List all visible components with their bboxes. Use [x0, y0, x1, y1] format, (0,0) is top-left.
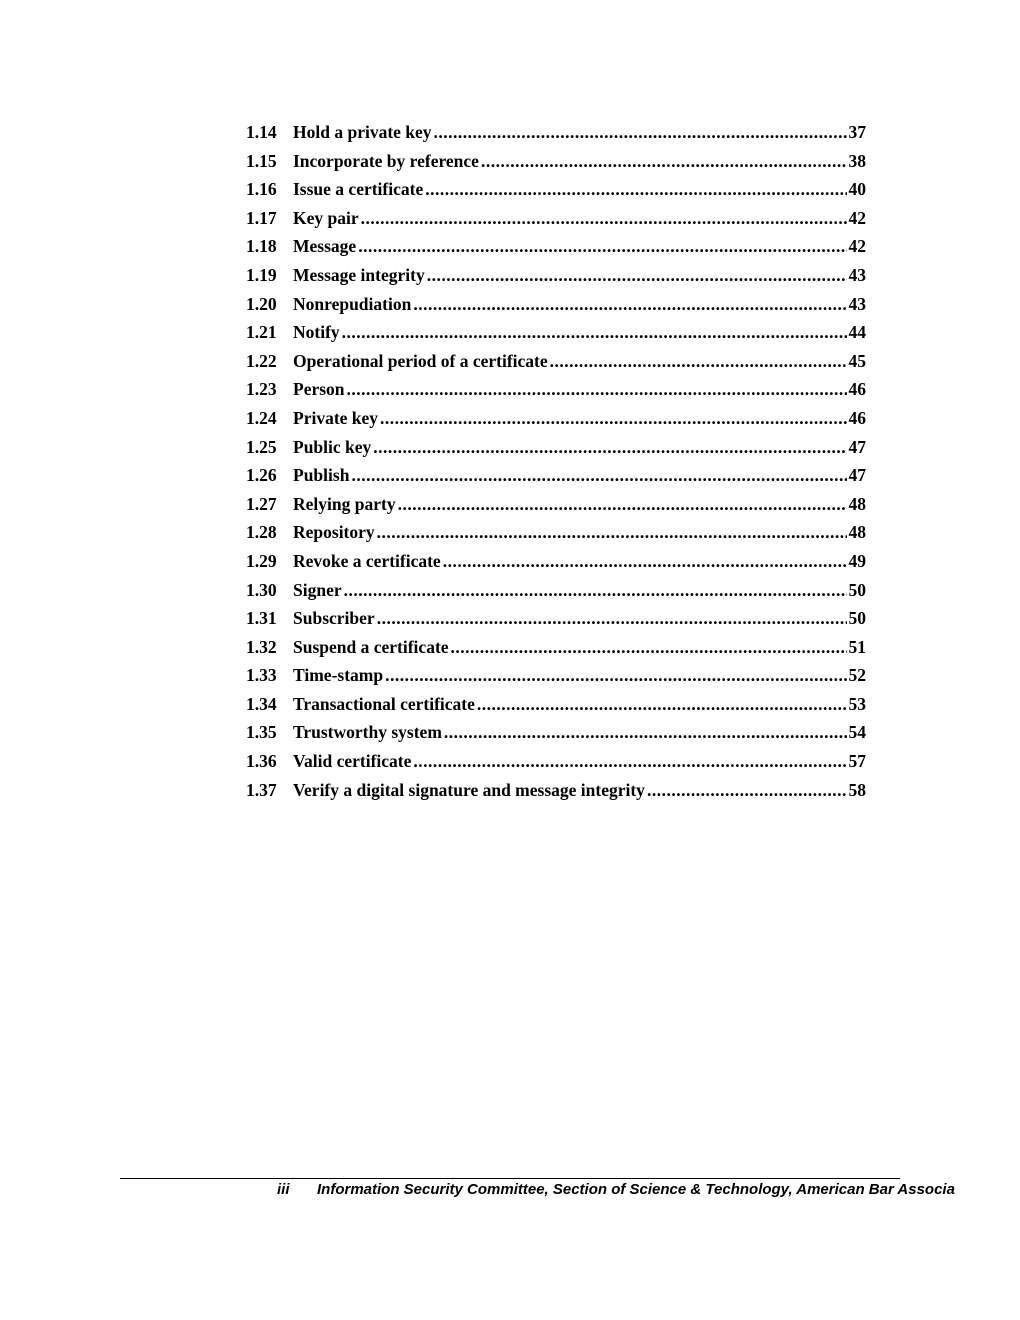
- toc-entry[interactable]: [246, 175, 866, 204]
- toc-entry-title: Verify a digital signature and message integrity: [293, 779, 645, 800]
- toc-entry-title: Private key: [293, 407, 379, 428]
- toc-entry-page: 42: [848, 236, 866, 257]
- toc-entry-number: 1.31: [246, 608, 277, 629]
- toc-entry[interactable]: [246, 204, 866, 233]
- toc-entry[interactable]: [246, 318, 866, 347]
- toc-entry-page: 47: [848, 436, 866, 457]
- toc-entry-page: 45: [848, 350, 866, 371]
- toc-entry-page: 57: [848, 751, 866, 772]
- toc-entry[interactable]: [246, 433, 866, 462]
- toc-entry-number: 1.32: [246, 636, 277, 657]
- toc-dot-leader: [358, 232, 846, 261]
- toc-entry-page: 54: [848, 722, 866, 743]
- toc-entry-title: Time-stamp: [293, 665, 384, 686]
- toc-entry-page: 49: [848, 550, 866, 571]
- toc-entry-page: 46: [848, 407, 866, 428]
- toc-entry[interactable]: [246, 633, 866, 662]
- toc-entry-title: Relying party: [293, 493, 396, 514]
- toc-entry-page: 51: [848, 636, 866, 657]
- toc-entry-number: 1.35: [246, 722, 277, 743]
- toc-entry-title: Subscriber: [293, 608, 375, 629]
- toc-entry-title: Repository: [293, 522, 375, 543]
- toc-entry-title: Hold a private key: [293, 122, 432, 142]
- toc-entry[interactable]: [246, 232, 866, 261]
- toc-entry[interactable]: [246, 690, 866, 719]
- toc-entry-page: 47: [848, 465, 866, 486]
- toc-dot-leader: [361, 204, 847, 233]
- toc-entry[interactable]: [246, 290, 866, 319]
- toc-dot-leader: [377, 518, 847, 547]
- toc-entry[interactable]: [246, 347, 866, 376]
- toc-entry-page: 42: [848, 207, 866, 228]
- toc-dot-leader: [647, 776, 847, 805]
- toc-entry-number: 1.37: [246, 779, 277, 800]
- toc-entry-page: 43: [848, 293, 866, 314]
- toc-entry-title: Suspend a certificate: [293, 636, 449, 657]
- toc-entry-number: 1.26: [246, 465, 277, 486]
- toc-entry[interactable]: [246, 718, 866, 747]
- toc-entry-page: 52: [848, 665, 866, 686]
- toc-entry[interactable]: [246, 261, 866, 290]
- toc-entry-page: 46: [848, 379, 866, 400]
- toc-dot-leader: [398, 490, 847, 519]
- toc-entry-title: Transactional certificate: [293, 693, 475, 714]
- toc-entry-number: 1.30: [246, 579, 277, 600]
- toc-dot-leader: [377, 604, 847, 633]
- toc-entry[interactable]: [246, 661, 866, 690]
- toc-entry-number: 1.23: [246, 379, 277, 400]
- toc-dot-leader: [351, 461, 846, 490]
- toc-entry-number: 1.16: [246, 179, 277, 200]
- toc-entry[interactable]: [246, 747, 866, 776]
- toc-entry-title: Issue a certificate: [293, 179, 424, 200]
- toc-entry[interactable]: [246, 147, 866, 176]
- toc-dot-leader: [385, 661, 846, 690]
- toc-entry-page: 44: [848, 322, 866, 343]
- toc-entry-page: 50: [848, 608, 866, 629]
- toc-entry-page: 48: [848, 493, 866, 514]
- toc-entry-number: 1.33: [246, 665, 277, 686]
- toc-entry-number: 1.36: [246, 751, 277, 772]
- toc-entry-title: Notify: [293, 322, 340, 343]
- toc-entry-number: 1.14: [246, 122, 277, 142]
- footer-page-number: iii: [277, 1181, 290, 1198]
- toc-entry-page: 58: [848, 779, 866, 800]
- toc-dot-leader: [425, 175, 846, 204]
- toc-entry-page: 40: [848, 179, 866, 200]
- toc-entry-number: 1.27: [246, 493, 277, 514]
- page-footer: [277, 1181, 955, 1198]
- toc-entry-number: 1.15: [246, 150, 277, 171]
- toc-entry-title: Signer: [293, 579, 342, 600]
- toc-entry-number: 1.19: [246, 264, 277, 285]
- toc-entry[interactable]: [246, 490, 866, 519]
- toc-entry[interactable]: [246, 118, 866, 147]
- toc-dot-leader: [413, 747, 846, 776]
- toc-entry-page: 48: [848, 522, 866, 543]
- toc-entry-page: 50: [848, 579, 866, 600]
- toc-entry-page: 37: [848, 122, 866, 142]
- toc-entry-number: 1.20: [246, 293, 277, 314]
- toc-dot-leader: [444, 718, 847, 747]
- toc-entry-title: Public key: [293, 436, 372, 457]
- toc-entry-title: Nonrepudiation: [293, 293, 412, 314]
- toc-entry-number: 1.22: [246, 350, 277, 371]
- toc-entry-page: 38: [848, 150, 866, 171]
- toc-dot-leader: [342, 318, 847, 347]
- toc-entry[interactable]: [246, 776, 866, 805]
- footer-divider: [120, 1178, 900, 1179]
- toc-dot-leader: [550, 347, 847, 376]
- toc-entry-title: Key pair: [293, 207, 359, 228]
- toc-entry[interactable]: [246, 604, 866, 633]
- toc-dot-leader: [434, 118, 847, 147]
- toc-entry-number: 1.25: [246, 436, 277, 457]
- toc-entry-title: Revoke a certificate: [293, 550, 441, 571]
- toc-dot-leader: [481, 147, 847, 176]
- toc-entry-page: 43: [848, 264, 866, 285]
- toc-entry-title: Incorporate by reference: [293, 150, 479, 171]
- table-of-contents: [246, 118, 866, 804]
- toc-entry-title: Trustworthy system: [293, 722, 442, 743]
- toc-entry-number: 1.28: [246, 522, 277, 543]
- toc-entry[interactable]: [246, 518, 866, 547]
- footer-text: Information Security Committee, Section of Science & Technology, American Bar Associa: [317, 1181, 955, 1198]
- toc-entry-number: 1.29: [246, 550, 277, 571]
- toc-entry-title: Person: [293, 379, 345, 400]
- toc-entry-title: Message: [293, 236, 357, 257]
- toc-dot-leader: [443, 547, 847, 576]
- toc-entry-number: 1.18: [246, 236, 277, 257]
- toc-entry[interactable]: [246, 547, 866, 576]
- toc-entry-number: 1.17: [246, 207, 277, 228]
- toc-entry-number: 1.21: [246, 322, 277, 343]
- toc-entry-page: 53: [848, 693, 866, 714]
- toc-entry[interactable]: [246, 404, 866, 433]
- toc-dot-leader: [347, 375, 847, 404]
- toc-entry[interactable]: [246, 576, 866, 605]
- toc-entry-title: Message integrity: [293, 264, 425, 285]
- toc-entry-title: Publish: [293, 465, 350, 486]
- toc-entry[interactable]: [246, 461, 866, 490]
- toc-entry-number: 1.24: [246, 407, 277, 428]
- toc-entry-title: Valid certificate: [293, 751, 412, 772]
- toc-dot-leader: [451, 633, 847, 662]
- toc-dot-leader: [427, 261, 847, 290]
- toc-dot-leader: [413, 290, 846, 319]
- toc-dot-leader: [380, 404, 846, 433]
- toc-entry-title: Operational period of a certificate: [293, 350, 548, 371]
- toc-dot-leader: [373, 433, 846, 462]
- toc-entry[interactable]: [246, 375, 866, 404]
- toc-dot-leader: [477, 690, 847, 719]
- toc-entry-number: 1.34: [246, 693, 277, 714]
- toc-dot-leader: [344, 576, 847, 605]
